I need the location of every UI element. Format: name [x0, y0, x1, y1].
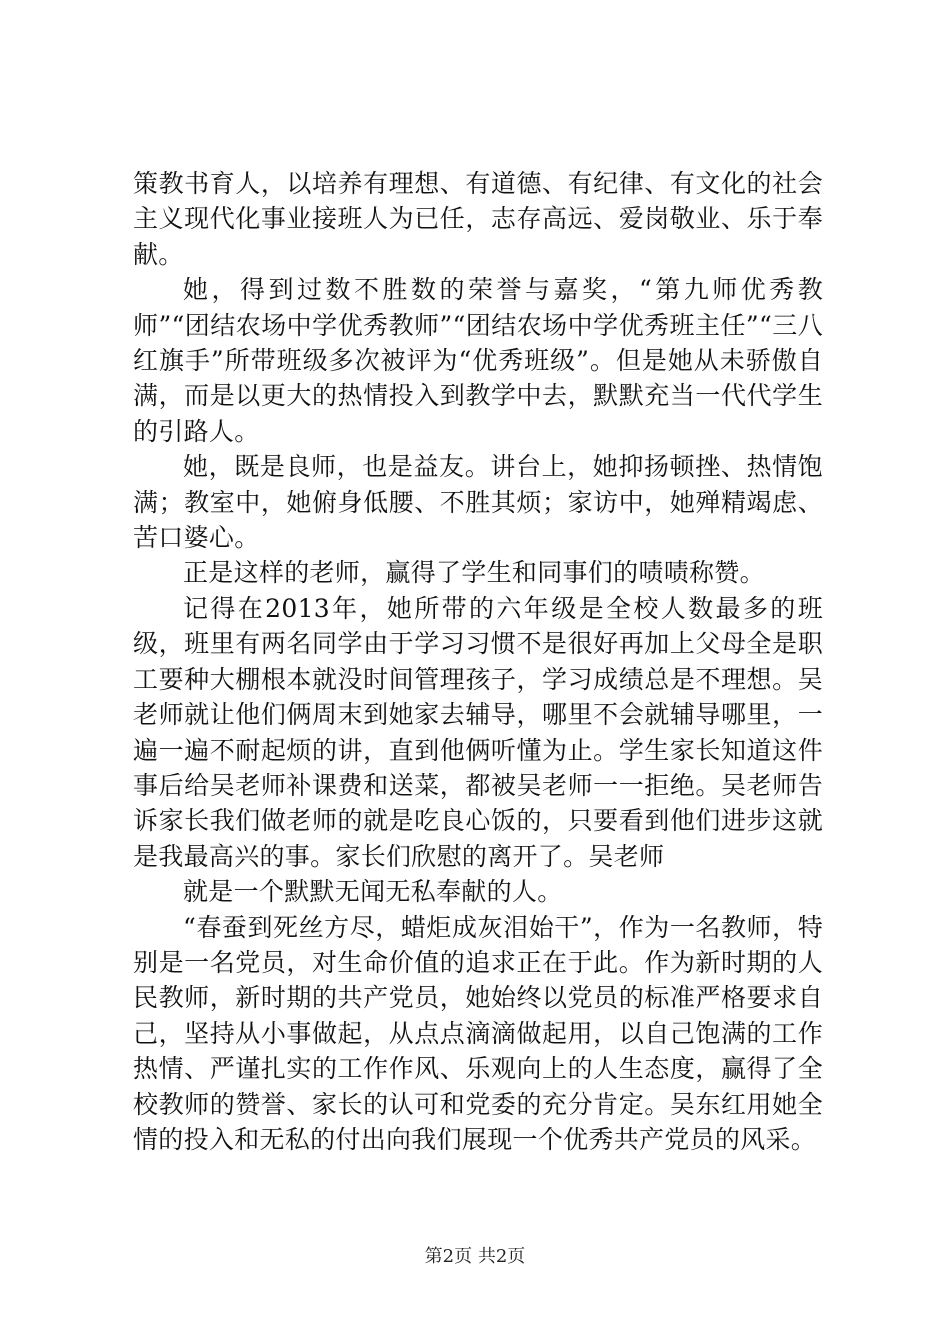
- paragraph-7: “春蚕到死丝方尽，蜡炬成灰泪始干”，作为一名教师，特别是一名党员，对生命价值的追求正在于此。作为新时期的人民教师，新时期的共产党员，她始终以党员的标准严格要求自己，坚持从小事做起，从点点滴滴做起用，以自己饱满的工作热情、严谨扎实的工作作风、乐观向上的人生态度，赢得了全校教师的赞誉、家长的认可和党委的充分肯定。吴东红用她全情的投入和无私的付出向我们展现一个优秀共产党员的风采。: [133, 912, 823, 1154]
- paragraph-2: 她，得到过数不胜数的荣誉与嘉奖，“第九师优秀教师”“团结农场中学优秀教师”“团结农场中学优秀班主任”“三八红旗手”所带班级多次被评为“优秀班级”。但是她从未骄傲自满，而是以更大的热情投入到教学中去，默默充当一代代学生的引路人。: [133, 275, 823, 446]
- paragraph-6: 就是一个默默无闻无私奉献的人。: [183, 877, 563, 907]
- document-body: [133, 166, 823, 1157]
- paragraph-4: 正是这样的老师，赢得了学生和同事们的啧啧称赞。: [183, 558, 765, 588]
- paragraph-1: 策教书育人，以培养有理想、有道德、有纪律、有文化的社会主义现代化事业接班人为已任，志存高远、爱岗敬业、乐于奉献。: [133, 169, 823, 269]
- paragraph-3: 她，既是良师，也是益友。讲台上，她抑扬顿挫、热情饱满；教室中，她俯身低腰、不胜其烦；家访中，她殚精竭虑、苦口婆心。: [133, 452, 823, 553]
- page-footer: [0, 1245, 950, 1269]
- paragraph-5: 记得在2013年，她所带的六年级是全校人数最多的班级，班里有两名同学由于学习习惯不是很好再加上父母全是职工要种大棚根本就没时间管理孩子，学习成绩总是不理想。吴老师就让他们俩周末到她家去辅导，哪里不会就辅导哪里，一遍一遍不耐起烦的讲，直到他俩听懂为止。学生家长知道这件事后给吴老师补课费和送菜，都被吴老师一一拒绝。吴老师告诉家长我们做老师的就是吃良心饭的，只要看到他们进步这就是我最高兴的事。家长们欣慰的离开了。吴老师: [133, 593, 823, 871]
- page-number-label: 第2页 共2页: [424, 1246, 526, 1267]
